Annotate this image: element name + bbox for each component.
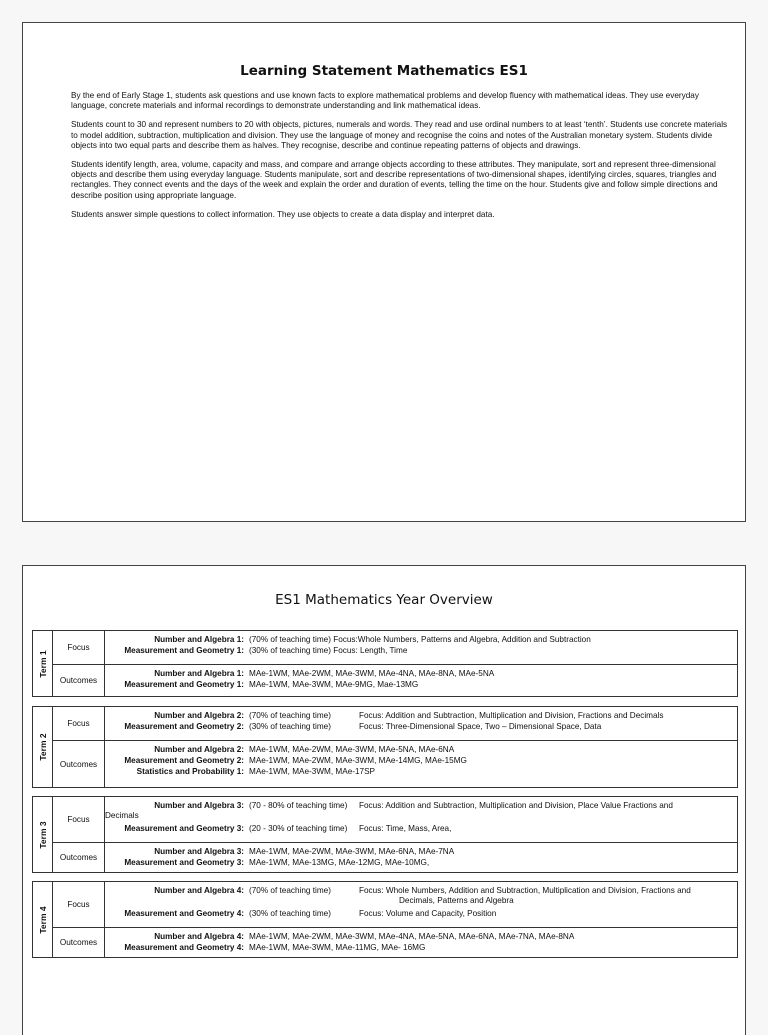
focus-label: Focus (53, 882, 105, 927)
focus-line-wrap: Decimals, Patterns and Algebra (399, 896, 514, 905)
outcome-line: Measurement and Geometry 2: MAe-1WM, MAe-2WM, MAe-3WM, MAe-14MG, MAe-15MG (124, 756, 467, 765)
term-label: Term 1 (33, 631, 53, 696)
focus-label: Focus (53, 707, 105, 740)
focus-row (53, 631, 737, 664)
outcomes-row (53, 927, 737, 957)
focus-line: Measurement and Geometry 2: (30% of teaching time) Focus: Three-Dimensional Space, Two – Dimensional Space, Data (124, 722, 602, 731)
outcome-line: Number and Algebra 1: MAe-1WM, MAe-2WM, MAe-3WM, MAe-4NA, MAe-8NA, MAe-5NA (154, 669, 495, 678)
term-label: Term 4 (33, 882, 53, 957)
outcomes-label: Outcomes (53, 741, 105, 787)
focus-line: Number and Algebra 4: (70% of teaching time) Focus: Whole Numbers, Addition and Subtraction, Multiplication and Division, Fractions and (154, 886, 691, 895)
focus-row (53, 707, 737, 740)
focus-line: Measurement and Geometry 1: (30% of teaching time) Focus: Length, Time (124, 646, 408, 655)
outcome-line: Measurement and Geometry 3: MAe-1WM, MAe-13MG, MAe-12MG, MAe-10MG, (124, 858, 430, 867)
outcome-line: Statistics and Probability 1: MAe-1WM, MAe-3WM, MAe-17SP (136, 767, 376, 776)
outcome-line: Number and Algebra 2: MAe-1WM, MAe-2WM, MAe-3WM, MAe-5NA, MAe-6NA (154, 745, 455, 754)
outcome-line: Number and Algebra 3: MAe-1WM, MAe-2WM, MAe-3WM, MAe-6NA, MAe-7NA (154, 847, 455, 856)
outcomes-label: Outcomes (53, 843, 105, 872)
focus-line: Number and Algebra 3: (70 - 80% of teaching time) Focus: Addition and Subtraction, Multiplication and Division, Place Value Fractions and (154, 801, 673, 810)
focus-row (53, 882, 737, 927)
outcome-line: Number and Algebra 4: MAe-1WM, MAe-2WM, MAe-3WM, MAe-4NA, MAe-5NA, MAe-6NA, MAe-7NA, MAe-8NA (154, 932, 575, 941)
focus-line-wrap: Decimals (105, 811, 139, 820)
outcome-line: Measurement and Geometry 4: MAe-1WM, MAe-3WM, MAe-11MG, MAe- 16MG (124, 943, 426, 952)
term-4-table (32, 881, 738, 958)
outcomes-row (53, 664, 737, 696)
focus-line: Measurement and Geometry 4: (30% of teaching time) Focus: Volume and Capacity, Position (124, 909, 497, 918)
outcomes-label: Outcomes (53, 928, 105, 957)
outcome-line: Measurement and Geometry 1: MAe-1WM, MAe-3WM, MAe-9MG, Mae-13MG (124, 680, 419, 689)
term-label: Term 3 (33, 797, 53, 872)
focus-label: Focus (53, 631, 105, 664)
focus-label: Focus (53, 797, 105, 842)
learning-statement-body (71, 91, 735, 229)
term-label: Term 2 (33, 707, 53, 787)
page-title: Learning Statement Mathematics ES1 (240, 63, 528, 79)
outcomes-row (53, 740, 737, 787)
paragraph: Students answer simple questions to collect information. They use objects to create a data display and interpret data. (71, 209, 495, 219)
learning-statement-page (22, 22, 746, 522)
outcomes-label: Outcomes (53, 665, 105, 696)
focus-line: Measurement and Geometry 3: (20 - 30% of teaching time) Focus: Time, Mass, Area, (124, 824, 452, 833)
paragraph: Students identify length, area, volume, capacity and mass, and compare and arrange objects according to these attributes. They manipulate, sort and represent three-dimensional objects and describe them using everyday language. Students manipulate, sort and describe representations of two-dimensional shapes, identifying circles, squares, triangles and rectangles. They connect events and the days of the week and explain the order and duration of events, telling the time on the hour. Students give and follow simple directions and describe position using appropriate language. (71, 160, 718, 200)
paragraph: By the end of Early Stage 1, students ask questions and use known facts to explore mathematical problems and develop fluency with mathematical ideas. They use everyday language, concrete materials and informal recordings to demonstrate understanding and link mathematical ideas. (71, 91, 699, 111)
focus-line: Number and Algebra 2: (70% of teaching time) Focus: Addition and Subtraction, Multiplication and Division, Fractions and Decimals (154, 711, 664, 720)
term-2-table (32, 706, 738, 788)
focus-row (53, 797, 737, 842)
term-3-table (32, 796, 738, 873)
year-overview-page (22, 565, 746, 1035)
focus-line: Number and Algebra 1: (70% of teaching time) Focus:Whole Numbers, Patterns and Algebra, Addition and Subtraction (154, 635, 591, 644)
term-1-table (32, 630, 738, 697)
outcomes-row (53, 842, 737, 872)
paragraph: Students count to 30 and represent numbers to 20 with objects, pictures, numerals and words. They read and use ordinal numbers to at least ‘tenth’. Students use concrete materials to model addition, subtraction, multiplication and division. They use the language of money and recognise the coins and notes of the Australian monetary system. Students divide objects into two equal parts and describe them as halves. They recognise, describe and continue repeating patterns of objects and drawings. (71, 120, 728, 150)
page-title: ES1 Mathematics Year Overview (275, 592, 493, 608)
